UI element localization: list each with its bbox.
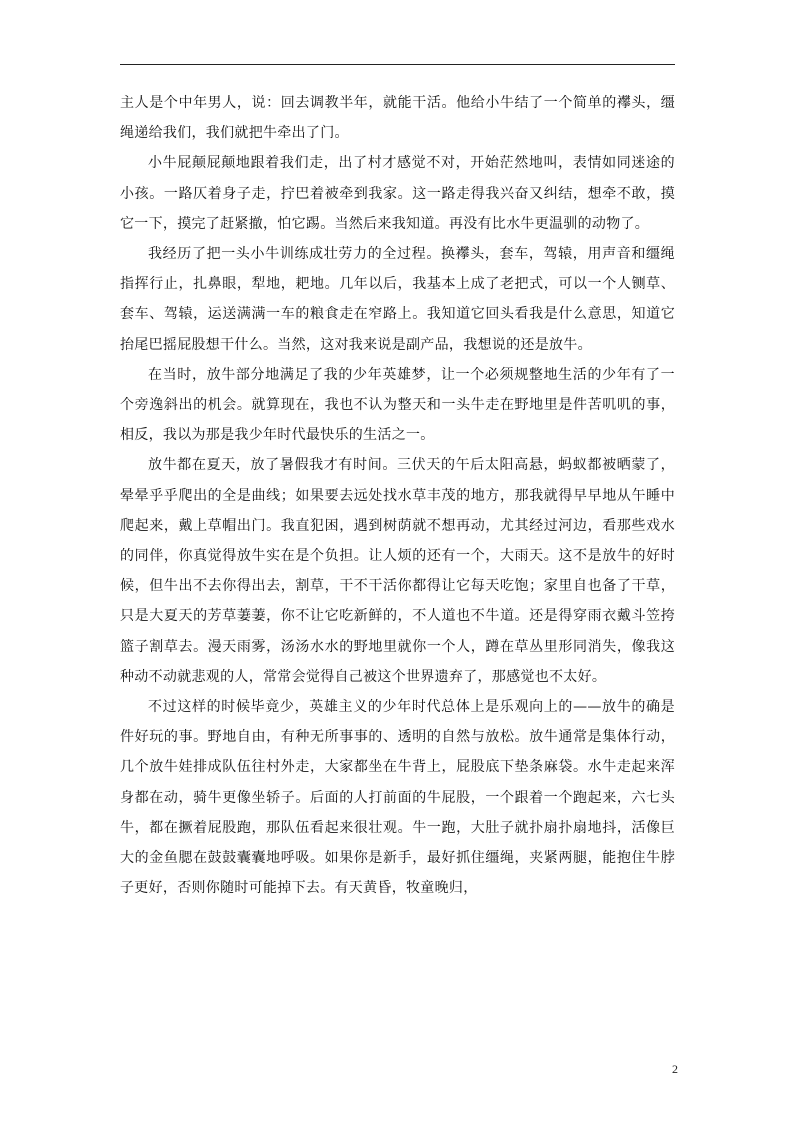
paragraph-6: 不过这样的时候毕竟少，英雄主义的少年时代总体上是乐观向上的——放牛的确是件好玩的事。野地自由，有种无所事事的、透明的自然与放松。放牛通常是集体行动，几个放牛娃排成队伍往村外走，大家都坐在牛背上，屁股底下垫条麻袋。水牛走起来浑身都在动，骑牛更像坐轿子。后面的人打前面的牛屁股，一个跟着一个跑起来，六七头牛，都在撅着屁股跑，那队伍看起来很壮观。牛一跑，大肚子就扑扇扑扇地抖，活像巨大的金鱼腮在鼓鼓囊囊地呼吸。如果你是新手，最好抓住缰绳，夹紧两腿，能抱住牛脖子更好，否则你随时可能掉下去。有天黄昏，牧童晚归， bbox=[120, 699, 675, 897]
header-rule bbox=[120, 64, 675, 65]
body-text bbox=[120, 88, 675, 903]
paragraph-2: 小牛屁颠屁颠地跟着我们走，出了村才感觉不对，开始茫然地叫，表情如同迷途的小孩。一路仄着身子走，拧巴着被牵到我家。这一路走得我兴奋又纠结，想牵不敢，摸它一下，摸完了赶紧撤，怕它踢。当然后来我知道。再没有比水牛更温驯的动物了。 bbox=[120, 155, 675, 232]
paragraph-5: 放牛都在夏天，放了暑假我才有时间。三伏天的午后太阳高悬，蚂蚁都被晒蒙了，晕晕乎乎爬出的全是曲线；如果要去远处找水草丰茂的地方，那我就得早早地从午睡中爬起来，戴上草帽出门。我直犯困，遇到树荫就不想再动，尤其经过河边，看那些戏水的同伴，你真觉得放牛实在是个负担。让人烦的还有一个，大雨天。这不是放牛的好时候，但牛出不去你得出去，割草，干不干活你都得让它每天吃饱；家里自也备了干草，只是大夏天的芳草萋萋，你不让它吃新鲜的，不人道也不牛道。还是得穿雨衣戴斗笠挎篮子割草去。漫天雨雾，汤汤水水的野地里就你一个人，蹲在草丛里形同消失，像我这种动不动就悲观的人，常常会觉得自己被这个世界遗弃了，那感觉也不太好。 bbox=[120, 457, 675, 685]
paragraph-1: 主人是个中年男人，说：回去调教半年，就能干活。他给小牛结了一个简单的襻头，缰绳递给我们，我们就把牛牵出了门。 bbox=[120, 95, 675, 142]
paragraph-4: 在当时，放牛部分地满足了我的少年英雄梦，让一个必须规整地生活的少年有了一个旁逸斜出的机会。就算现在，我也不认为整天和一头牛走在野地里是件苦叽叽的事，相反，我以为那是我少年时代最快乐的生活之一。 bbox=[120, 366, 675, 444]
paragraph-3: 我经历了把一头小牛训练成壮劳力的全过程。换襻头，套车，驾辕，用声音和缰绳指挥行止，扎鼻眼，犁地，耙地。几年以后，我基本上成了老把式，可以一个人铡草、套车、驾辕，运送满满一车的粮食走在窄路上。我知道它回头看我是什么意思，知道它抬尾巴摇屁股想干什么。当然，这对我来说是副产品，我想说的还是放牛。 bbox=[120, 246, 675, 353]
page-number: 2 bbox=[672, 1062, 678, 1076]
